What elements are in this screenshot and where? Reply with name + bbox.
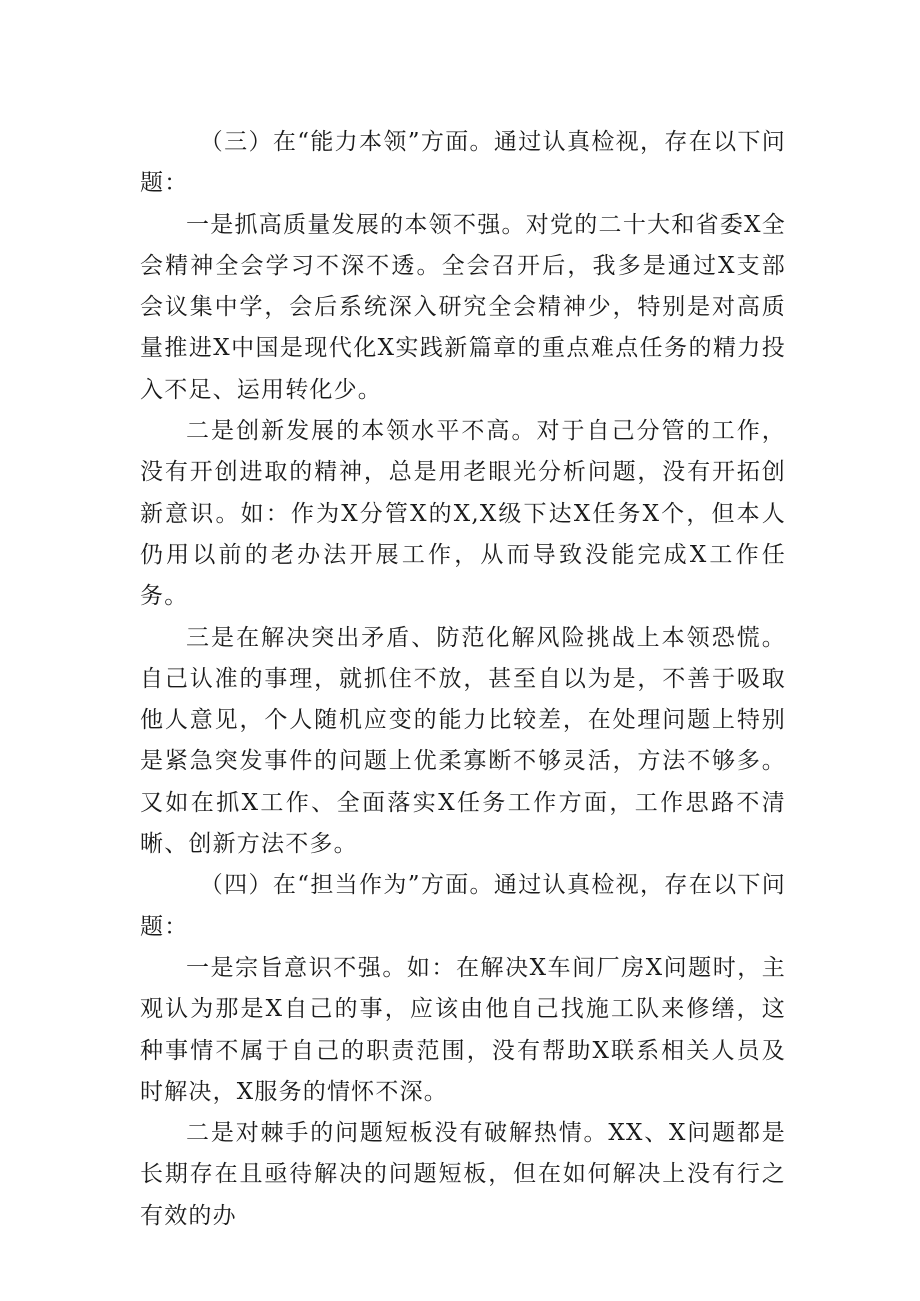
paragraph-responsibility-2: 二是对棘手的问题短板没有破解热情。XX、X问题都是长期存在且亟待解决的问题短板，但在如何解决上没有行之有效的办 [140,1120,786,1229]
section-heading-responsibility: （四）在“担当作为”方面。通过认真检视，存在以下问题： [140,872,786,940]
paragraph-responsibility-1: 一是宗旨意识不强。如：在解决X车间厂房X问题时，主观认为那是X自己的事，应该由他自己找施工队来修缮，这种事情不属于自己的职责范围，没有帮助X联系相关人员及时解决，X服务的情怀不深。 [140,954,786,1105]
paragraph-ability-3: 三是在解决突出矛盾、防范化解风险挑战上本领恐慌。自己认准的事理，就抓住不放，甚至自以为是，不善于吸取他人意见，个人随机应变的能力比较差，在处理问题上特别是紧急突发事件的问题上优柔寡断不够灵活，方法不够多。又如在抓X工作、全面落实X任务工作方面，工作思路不清晰、创新方法不多。 [140,624,786,858]
document-body [140,122,786,1237]
paragraph-ability-2: 二是创新发展的本领水平不高。对于自己分管的工作，没有开创进取的精神，总是用老眼光分析问题，没有开拓创新意识。如：作为X分管X的X,X级下达X任务X个，但本人仍用以前的老办法开展工作，从而导致没能完成X工作任务。 [140,418,786,610]
section-heading-ability: （三）在“能力本领”方面。通过认真检视，存在以下问题： [140,129,786,197]
paragraph-ability-1: 一是抓高质量发展的本领不强。对党的二十大和省委X全会精神全会学习不深不透。全会召开后，我多是通过X支部会议集中学，会后系统深入研究全会精神少，特别是对高质量推进X中国是现代化X实践新篇章的重点难点任务的精力投入不足、运用转化少。 [140,211,786,403]
